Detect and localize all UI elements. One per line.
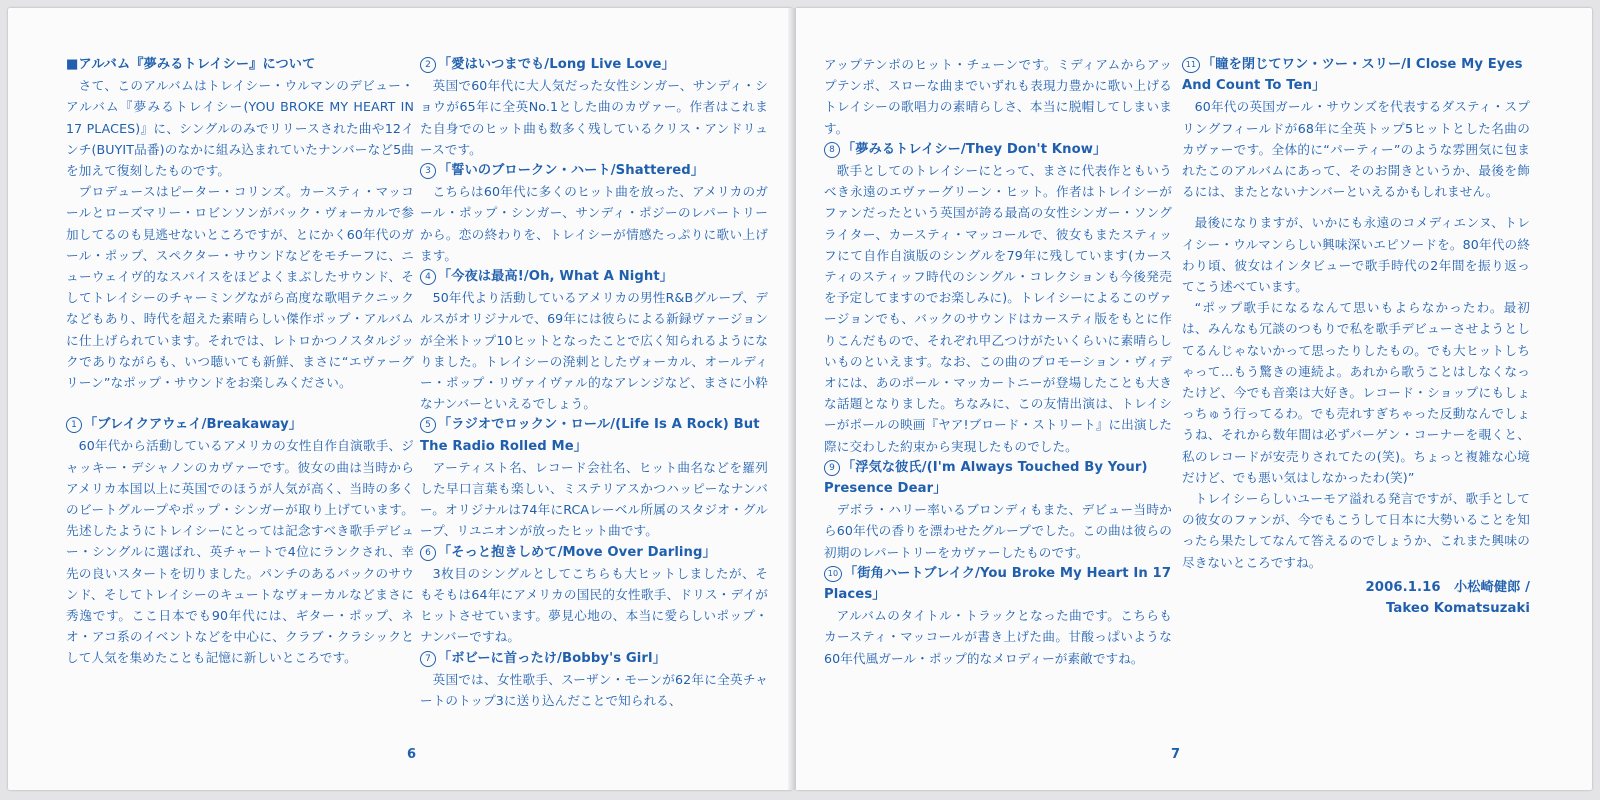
intro-paragraph: さて、このアルバムはトレイシー・ウルマンのデビュー・アルバム『夢みるトレイシー(YOU BROKE MY HEART IN 17 PLACES)』に、シングルのみでリリースされた曲や12インチ(BUYIT品番)のなかに組み込まれていたナンバーなど5曲を加えて復刻したものです。 <box>66 78 414 179</box>
track-title-text: 「誓いのブロークン・ハート/Shattered」 <box>438 163 705 179</box>
track-number-badge: 5 <box>420 417 436 433</box>
track-title-text: 「ラジオでロックン・ロール/(Life Is A Rock) But The Radio Rolled Me」 <box>420 417 760 454</box>
track-7-title <box>420 648 768 669</box>
track-title-text: 「今夜は最高!/Oh, What A Night」 <box>438 269 674 285</box>
track-6-body: 3枚目のシングルとしてこちらも大ヒットしましたが、そもそもは64年にアメリカの国民的女性歌手、ドリス・デイがヒットさせています。夢見心地の、本当に愛らしいポップ・ナンバーですね。 <box>420 565 768 645</box>
track-number-badge: 8 <box>824 142 840 158</box>
track-title-text: 「ブレイクアウェイ/Breakaway」 <box>84 417 303 433</box>
track-title-text: 「夢みるトレイシー/They Don't Know」 <box>842 141 1107 157</box>
track-5-title <box>420 414 768 456</box>
track-11-body: 60年代の英国ガール・サウンズを代表するダスティ・スプリングフィールドが68年に全英トップ5ヒットとした名曲のカヴァーです。全体的に“パーティー”のような雰囲気に包まれたこのアルバムにあって、そのお開きというか、最後を飾るには、またとないナンバーといえるかもしれません。 <box>1182 99 1530 200</box>
track-title-text: 「浮気な彼氏/(I'm Always Touched By Your) Presence Dear」 <box>824 459 1148 497</box>
track-11-title <box>1182 54 1530 96</box>
track-number-badge: 10 <box>824 566 842 582</box>
track-9-title <box>824 457 1172 499</box>
track-7-body: 英国では、女性歌手、スーザン・モーンが62年に全英チャートのトップ3に送り込んだことで知られる、 <box>420 671 768 709</box>
track-3-title <box>420 160 768 181</box>
page-number-right: 7 <box>1171 747 1181 762</box>
producer-paragraph: プロデュースはピーター・コリンズ。カースティ・マッコールとローズマリー・ロビンソンがバック・ヴォーカルで参加してるのも見逃せないところですが、とにかく60年代のガール・ポップ、スペクター・サウンドなどをモチーフに、ニューウェイヴ的なスパイスをほどよくまぶしたサウンド、そしてトレイシーのチャーミングながら高度な歌唱テクニックなどもあり、時代を超えた素晴らしい傑作ポップ・アルバムに仕上げられています。それでは、レトロかつノスタルジックでありながらも、いつ聴いても新鮮、まさに“エヴァーグリーン”なポップ・サウンドをお楽しみください。 <box>66 184 414 391</box>
track-number-badge: 6 <box>420 545 436 561</box>
track-7-continued: アップテンポのヒット・チューンです。ミディアムからアップテンポ、スローな曲までいずれも表現力豊かに歌い上げるトレイシーの歌唱力の素晴らしさ、本当に脱帽してしまいます。 <box>824 57 1172 136</box>
track-title-text: 「ボビーに首ったけ/Bobby's Girl」 <box>438 650 666 666</box>
interview-quote: “ポップ歌手になるなんて思いもよらなかったわ。最初は、みんなも冗談のつもりで私を歌手デビューさせようとしてるんじゃないかって思ったりしたもの。でも大ヒットしちゃって…もう驚きの連続よ。あれから歌うことはしなくなったけど、今でも音楽は大好き。レコード・ショップにもしょっちゅう行ってるわ。でも売れすぎちゃった反動なんでしょうね、それから数年間は必ずバーゲン・コーナーを覗くと、私のレコードが安売りされてたの(笑)。ちょっと複雑な心境だけど、でも悪い気はしなかったわ(笑)” <box>1182 300 1530 485</box>
track-10-body: アルバムのタイトル・トラックとなった曲です。こちらもカースティ・マッコールが書き上げた曲。甘酸っぱいような60年代風ガール・ポップ的なメロディーが素敵ですね。 <box>824 608 1172 666</box>
track-4-body: 50年代より活動しているアメリカの男性R&Bグループ、デルスがオリジナルで、69年には彼らによる新録ヴァージョンが全米トップ10ヒットとなったことで広く知られるようになりました。トレイシーの溌剌としたヴォーカル、オールディー・ポップ・リヴァイヴァル的なアレンジなど、まさに小粋なナンバーといえるでしょう。 <box>420 290 768 412</box>
column-4 <box>1182 54 1530 619</box>
column-1 <box>66 54 414 669</box>
track-title-text: 「瞳を閉じてワン・ツー・スリー/I Close My Eyes And Count To Ten」 <box>1182 57 1523 94</box>
track-10-title <box>824 563 1172 605</box>
track-title-text: 「そっと抱きしめて/Move Over Darling」 <box>438 544 716 560</box>
track-5-body: アーティスト名、レコード会社名、ヒット曲名などを羅列した早口言葉も楽しい、ミステリアスかつハッピーなナンバー。オリジナルは74年にRCAレーベル所属のスタジオ・グループ、リユニオンが放ったヒット曲です。 <box>420 459 768 539</box>
column-2 <box>420 54 768 711</box>
album-section-heading: ■アルバム『夢みるトレイシー』について <box>66 57 316 72</box>
date-author-jp: 2006.1.16 小松崎健郎 / <box>1365 579 1530 595</box>
final-paragraph: トレイシーらしいユーモア溢れる発言ですが、歌手としての彼女のファンが、今でもこうして日本に大勢いることを知ったら果たしてなんて答えるのでしょうか、これまた興味の尽きないところですね。 <box>1182 491 1530 570</box>
track-number-badge: 11 <box>1182 57 1200 73</box>
author-credit <box>1182 577 1530 619</box>
track-3-body: こちらは60年代に多くのヒット曲を放った、アメリカのガール・ポップ・シンガー、サンディ・ポジーのレパートリーから。恋の終わりを、トレイシーが情感たっぷりに歌い上げます。 <box>420 184 768 263</box>
column-3 <box>824 54 1172 669</box>
author-en: Takeo Komatsuzaki <box>1386 601 1530 617</box>
track-title-text: 「街角ハートブレイク/You Broke My Heart In 17 Places」 <box>824 565 1172 603</box>
track-2-title <box>420 54 768 75</box>
track-8-body: 歌手としてのトレイシーにとって、まさに代表作ともいうべき永遠のエヴァーグリーン・ヒット。作者はトレイシーがファンだったという英国が誇る最高の女性シンガー・ソングライター、カースティ・マッコールで、彼女もまたスティッフにて自作自演版のシングルを79年に残しています(カースティのスティッフ時代のシングル・コレクションも今後発売を予定してますのでお楽しみに)。トレイシーによるこのヴァージョンでも、バックのサウンドはカースティ版をもとに作りこんだもので、それぞれ甲乙つけがたいくらいに素晴らしいものといえます。なお、この曲のプロモーション・ヴィデオには、あのポール・マッカートニーが登場したことも大きな話題となりました。ちなみに、この友情出演は、トレイシーがポールの映画『ヤア!ブロード・ストリート』に出演した際に交わした約束から実現したものでした。 <box>824 163 1172 454</box>
track-number-badge: 7 <box>420 651 436 667</box>
track-6-title <box>420 542 768 563</box>
track-title-text: 「愛はいつまでも/Long Live Love」 <box>438 57 675 72</box>
track-9-body: デボラ・ハリー率いるブロンディもまた、デビュー当時から60年代の香りを漂わせたグループでした。この曲は彼らの初期のレパートリーをカヴァーしたものです。 <box>824 502 1172 560</box>
track-number-badge: 4 <box>420 269 436 285</box>
left-page <box>8 8 792 790</box>
track-1-body: 60年代から活動しているアメリカの女性自作自演歌手、ジャッキー・デシャノンのカヴァーです。彼女の曲は当時からアメリカ本国以上に英国でのほうが人気が高く、当時の多くのビートグループやポップ・シンガーが取り上げています。先述したようにトレイシーにとっては記念すべき歌手デビュー・シングルに選ばれ、英チャートで4位にランクされ、幸先の良いスタートを切りました。パンチのあるバックのサウンド、そしてトレイシーのキュートなヴォーカルなどまさに秀逸です。ここ日本でも90年代には、ギター・ポップ、ネオ・アコ系のイベントなどを中心に、クラブ・クラシックとして人気を集めたことも記憶に新しいところです。 <box>66 438 414 666</box>
track-1-title <box>66 414 414 435</box>
track-8-title <box>824 139 1172 160</box>
track-number-badge: 2 <box>420 57 436 73</box>
closing-paragraph: 最後になりますが、いかにも永遠のコメディエンヌ、トレイシー・ウルマンらしい興味深いエピソードを。80年代の終わり頃、彼女はインタビューで歌手時代の2年間を振り返ってこう述べています。 <box>1182 215 1530 295</box>
track-number-badge: 9 <box>824 460 840 476</box>
track-number-badge: 1 <box>66 417 82 433</box>
right-page <box>796 8 1592 790</box>
page-number-left: 6 <box>407 747 417 762</box>
track-4-title <box>420 266 768 287</box>
track-number-badge: 3 <box>420 163 436 179</box>
track-2-body: 英国で60年代に大人気だった女性シンガー、サンディ・ショウが65年に全英No.1とした曲のカヴァー。作者はこれまた自身でのヒット曲も数多く残しているクリス・アンドリュースです。 <box>420 78 768 157</box>
